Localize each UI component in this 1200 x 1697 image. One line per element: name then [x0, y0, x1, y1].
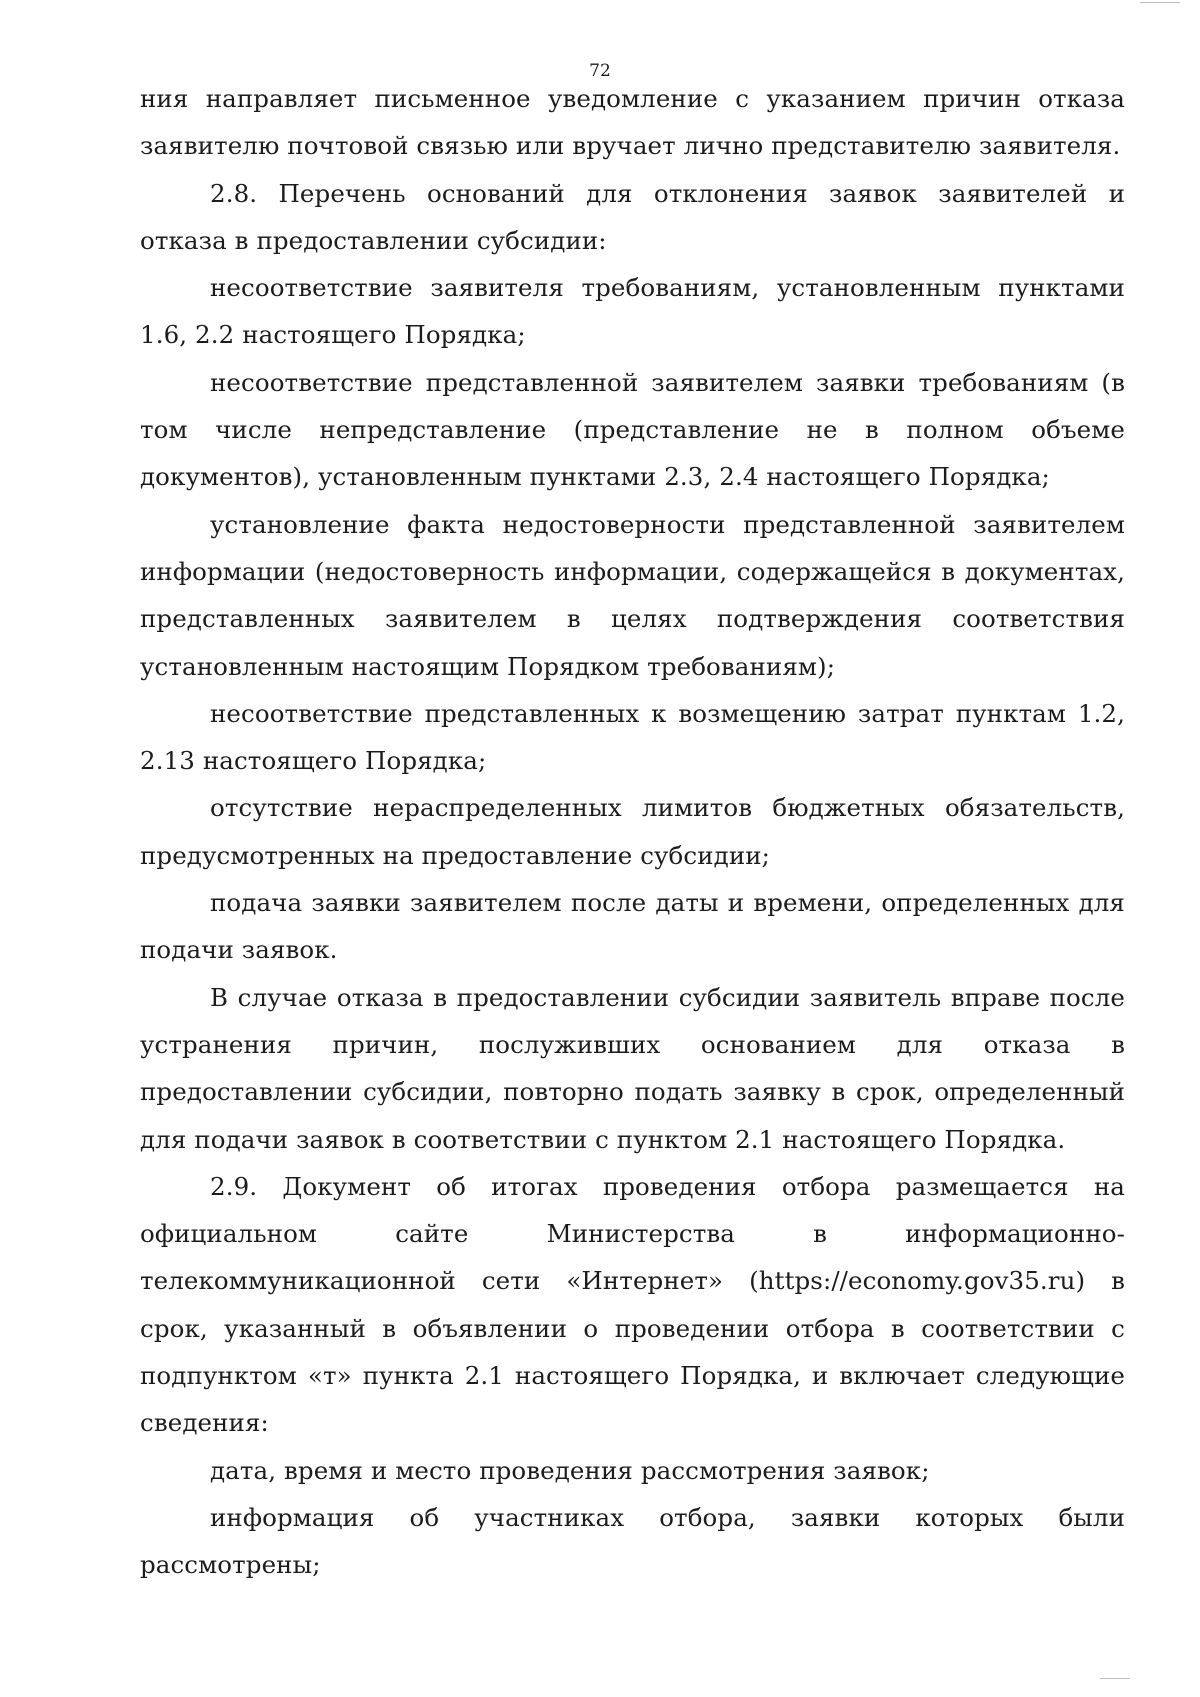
paragraph-ground-6: подача заявки заявителем после даты и времени, определенных для подачи заявок.	[140, 888, 1125, 965]
scan-artifact	[1140, 2, 1180, 3]
paragraph-section-2-9: 2.9. Документ об итогах проведения отбора размещается на официальном сайте Министерства в информационно-телекоммуникационной сети «Интернет» (https://economy.gov35.ru) в срок, указанный в объявлении о проведении отбора в соответствии с подпунктом «т» пункта 2.1 настоящего Порядка, и включает следующие сведения:	[140, 1171, 1125, 1438]
page-number: 72	[589, 61, 611, 81]
paragraph-ground-5: отсутствие нераспределенных лимитов бюджетных обязательств, предусмотренных на предоставление субсидии;	[140, 793, 1125, 870]
paragraph-ground-4: несоответствие представленных к возмещению затрат пунктам 1.2, 2.13 настоящего Порядка;	[140, 698, 1125, 776]
paragraph-section-2-8: 2.8. Перечень оснований для отклонения заявок заявителей и отказа в предоставлении субсидии:	[140, 178, 1125, 255]
paragraph-continuation: ния направляет письменное уведомление с указанием причин отказа заявителю почтовой связью или вручает лично представителю заявителя.	[140, 84, 1125, 161]
paragraph-refusal-case: В случае отказа в предоставлении субсидии заявитель вправе после устранения причин, послуживших основанием для отказа в предоставлении субсидии, повторно подать заявку в срок, определенный для подачи заявок в соответствии с пунктом 2.1 настоящего Порядка.	[140, 982, 1125, 1154]
paragraph-info-item-1: дата, время и место проведения рассмотрения заявок;	[210, 1455, 930, 1485]
paragraph-info-item-2: информация об участниках отбора, заявки которых были рассмотрены;	[140, 1502, 1125, 1580]
scan-artifact	[1100, 1678, 1130, 1679]
paragraph-ground-2: несоответствие представленной заявителем заявки требованиям (в том числе непредставление (представление не в полном объеме документов), установленным пунктами 2.3, 2.4 настоящего Порядка;	[140, 367, 1125, 492]
document-body	[140, 75, 1125, 1589]
paragraph-ground-1: несоответствие заявителя требованиям, установленным пунктами 1.6, 2.2 настоящего Порядка;	[140, 273, 1125, 350]
paragraph-ground-3: установление факта недостоверности представленной заявителем информации (недостоверность информации, содержащейся в документах, представленных заявителем в целях подтверждения соответствия установленным настоящим Порядком требованиям);	[140, 509, 1125, 681]
